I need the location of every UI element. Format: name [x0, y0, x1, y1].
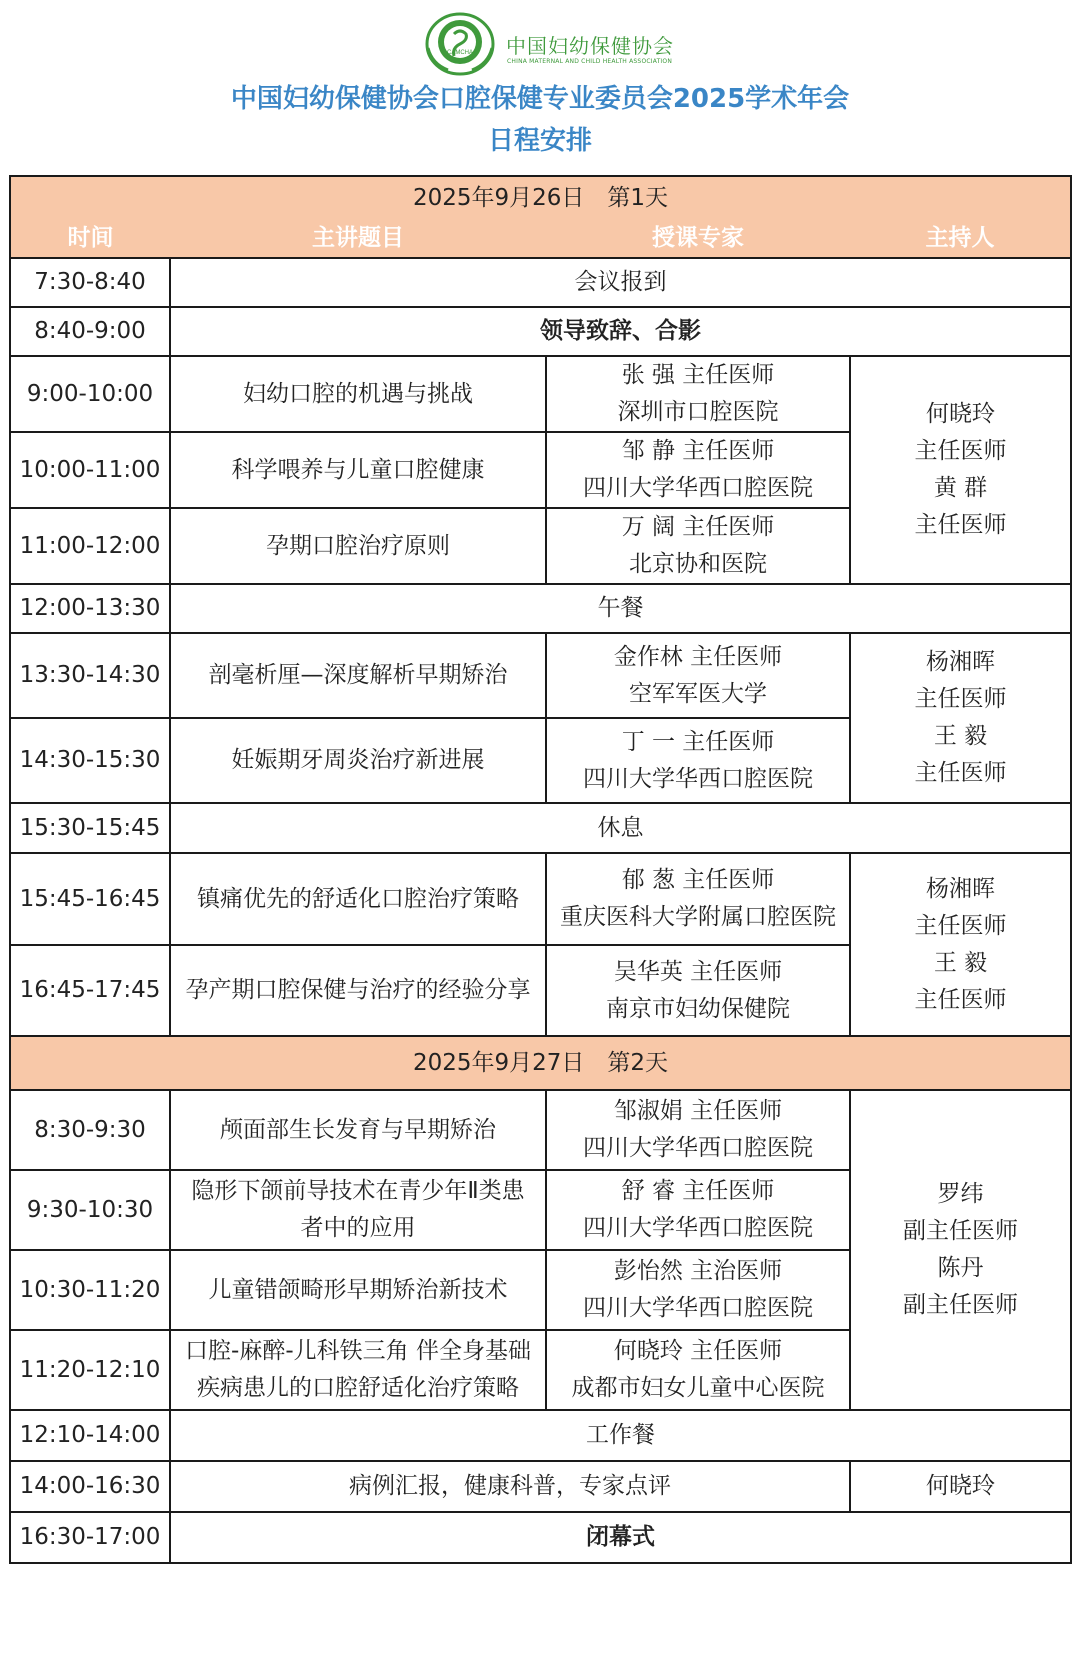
expert-name: 何晓玲 主任医师: [613, 1338, 783, 1364]
table-row: [10, 633, 1071, 718]
time-cell: 9:30-10:30: [10, 1170, 170, 1250]
expert-name: 邹淑娟 主任医师: [613, 1098, 783, 1124]
topic-cell: [170, 1330, 546, 1410]
expert-cell: [546, 356, 850, 432]
column-header-row: [10, 220, 1071, 258]
host-title: 主任医师: [914, 760, 1007, 786]
host-title: 主任医师: [914, 986, 1007, 1013]
svg-text:CAMCHA: CAMCHA: [446, 50, 474, 56]
expert-cell: [546, 1330, 850, 1410]
time-cell: 16:30-17:00: [10, 1512, 170, 1563]
host-title: 主任医师: [914, 512, 1007, 538]
event-cell: 休息: [170, 803, 1071, 853]
host-cell: [850, 853, 1071, 1036]
expert-hospital: 四川大学华西口腔医院: [583, 1135, 813, 1161]
expert-name: 吴华英 主任医师: [613, 958, 783, 985]
host-name: 陈丹: [937, 1255, 984, 1281]
expert-cell: [546, 853, 850, 945]
expert-hospital: 北京协和医院: [629, 551, 767, 577]
col-time: 时间: [10, 220, 170, 258]
expert-hospital: 四川大学华西口腔医院: [583, 475, 813, 501]
table-row: [10, 1512, 1071, 1563]
expert-hospital: 深圳市口腔医院: [617, 399, 779, 425]
host-name: 罗纬: [937, 1181, 984, 1207]
host-name: 杨湘晖: [926, 875, 995, 902]
expert-cell: [546, 1250, 850, 1330]
time-cell: 15:45-16:45: [10, 853, 170, 945]
day1-label: 2025年9月26日 第1天: [10, 176, 1071, 220]
day1-band: [10, 176, 1071, 220]
event-cell: 闭幕式: [170, 1512, 1071, 1563]
expert-name: 邹 静 主任医师: [621, 438, 775, 464]
time-cell: 13:30-14:30: [10, 633, 170, 718]
expert-cell: [546, 508, 850, 584]
expert-cell: [546, 945, 850, 1036]
topic-cell: 孕产期口腔保健与治疗的经验分享: [170, 945, 546, 1036]
expert-hospital: 四川大学华西口腔医院: [583, 1295, 813, 1321]
time-cell: 10:30-11:20: [10, 1250, 170, 1330]
topic-cell: 科学喂养与儿童口腔健康: [170, 432, 546, 508]
time-cell: 12:10-14:00: [10, 1410, 170, 1461]
expert-hospital: 四川大学华西口腔医院: [583, 765, 813, 792]
event-cell: 会议报到: [170, 258, 1071, 307]
host-name: 杨湘晖: [926, 649, 995, 675]
logo-name-cn: 中国妇幼保健协会: [506, 34, 674, 58]
time-cell: 14:00-16:30: [10, 1461, 170, 1512]
host-name: 黄 群: [933, 475, 988, 501]
expert-hospital: 空军军医大学: [629, 680, 767, 707]
page-subtitle: 日程安排: [487, 126, 592, 156]
table-row: [10, 258, 1071, 307]
table-row: [10, 803, 1071, 853]
host-name: 王 毅: [933, 723, 988, 749]
association-emblem-icon: [418, 8, 502, 76]
time-cell: 15:30-15:45: [10, 803, 170, 853]
host-name: 何晓玲: [926, 401, 995, 427]
expert-name: 丁 一 主任医师: [621, 728, 775, 755]
col-expert: 授课专家: [546, 220, 850, 258]
expert-cell: [546, 1170, 850, 1250]
topic-cell: [170, 1170, 546, 1250]
expert-hospital: 南京市妇幼保健院: [606, 995, 790, 1022]
host-cell: [850, 1090, 1071, 1410]
page-header: [0, 0, 1080, 172]
expert-cell: [546, 1090, 850, 1170]
time-cell: 16:45-17:45: [10, 945, 170, 1036]
expert-name: 张 强 主任医师: [621, 362, 775, 388]
topic-line: 疾病患儿的口腔舒适化治疗策略: [197, 1375, 519, 1401]
expert-name: 舒 睿 主任医师: [621, 1178, 775, 1204]
topic-cell: 妇幼口腔的机遇与挑战: [170, 356, 546, 432]
col-host: 主持人: [850, 220, 1071, 258]
expert-cell: [546, 718, 850, 803]
expert-hospital: 重庆医科大学附属口腔医院: [560, 904, 836, 930]
time-cell: 14:30-15:30: [10, 718, 170, 803]
host-cell: 何晓玲: [850, 1461, 1071, 1512]
page-title: 中国妇幼保健协会口腔保健专业委员会2025学术年会: [230, 84, 850, 114]
table-row: [10, 853, 1071, 945]
time-cell: 8:40-9:00: [10, 307, 170, 356]
time-cell: 11:00-12:00: [10, 508, 170, 584]
event-cell: 病例汇报，健康科普，专家点评: [170, 1461, 850, 1512]
time-cell: 8:30-9:30: [10, 1090, 170, 1170]
host-cell: [850, 633, 1071, 803]
topic-cell: 孕期口腔治疗原则: [170, 508, 546, 584]
expert-cell: [546, 432, 850, 508]
association-logo: [418, 8, 678, 76]
event-cell: 领导致辞、合影: [170, 307, 1071, 356]
host-name: 王 毅: [933, 949, 988, 976]
table-row: [10, 1461, 1071, 1512]
time-cell: 10:00-11:00: [10, 432, 170, 508]
expert-name: 金作林 主任医师: [613, 643, 783, 670]
time-cell: 11:20-12:10: [10, 1330, 170, 1410]
host-cell: [850, 356, 1071, 584]
expert-name: 郁 葱 主任医师: [621, 867, 775, 893]
schedule-table: [9, 175, 1072, 1564]
expert-hospital: 成都市妇女儿童中心医院: [571, 1375, 825, 1401]
topic-cell: 镇痛优先的舒适化口腔治疗策略: [170, 853, 546, 945]
topic-line: 隐形下颌前导技术在青少年Ⅱ类患: [191, 1178, 525, 1204]
expert-hospital: 四川大学华西口腔医院: [583, 1215, 813, 1241]
expert-name: 彭怡然 主治医师: [613, 1258, 783, 1284]
host-title: 副主任医师: [903, 1292, 1018, 1318]
time-cell: 12:00-13:30: [10, 584, 170, 633]
topic-line: 口腔-麻醉-儿科铁三角 伴全身基础: [185, 1338, 531, 1364]
host-title: 主任医师: [914, 438, 1007, 464]
topic-line: 颅面部生长发育与早期矫治: [220, 1116, 496, 1143]
host-title: 主任医师: [914, 686, 1007, 712]
topic-line: 儿童错颌畸形早期矫治新技术: [208, 1276, 508, 1303]
table-row: [10, 307, 1071, 356]
topic-cell: 剖毫析厘—深度解析早期矫治: [170, 633, 546, 718]
logo-name-en: CHINA MATERNAL AND CHILD HEALTH ASSOCIATION: [507, 58, 673, 65]
day2-label: 2025年9月27日 第2天: [10, 1036, 1071, 1090]
expert-cell: [546, 633, 850, 718]
time-cell: 9:00-10:00: [10, 356, 170, 432]
col-topic: 主讲题目: [170, 220, 546, 258]
topic-line: 者中的应用: [300, 1215, 416, 1241]
table-row: [10, 1090, 1071, 1170]
host-title: 主任医师: [914, 912, 1007, 939]
topic-cell: 妊娠期牙周炎治疗新进展: [170, 718, 546, 803]
time-cell: 7:30-8:40: [10, 258, 170, 307]
expert-name: 万 阔 主任医师: [621, 514, 775, 540]
host-title: 副主任医师: [903, 1218, 1018, 1244]
topic-cell: [170, 1250, 546, 1330]
table-row: [10, 1410, 1071, 1461]
table-row: [10, 584, 1071, 633]
day2-band: [10, 1036, 1071, 1090]
event-cell: 午餐: [170, 584, 1071, 633]
topic-cell: [170, 1090, 546, 1170]
event-cell: 工作餐: [170, 1410, 1071, 1461]
table-row: [10, 356, 1071, 432]
